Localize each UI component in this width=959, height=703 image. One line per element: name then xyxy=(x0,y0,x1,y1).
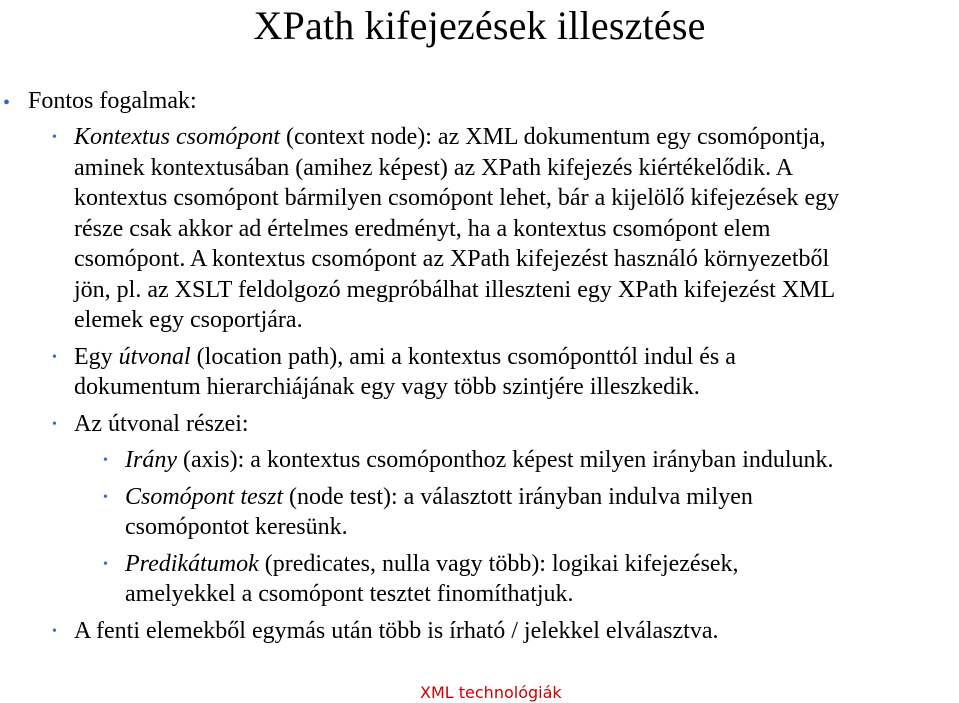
bullet-intro xyxy=(0,86,959,116)
context-node-term: Kontextus csomópont xyxy=(74,124,280,150)
bullet-dot-icon: • xyxy=(52,130,57,145)
bullet-axis xyxy=(0,445,959,476)
context-node-line-1 xyxy=(74,122,951,153)
location-path-line-1 xyxy=(74,342,951,373)
intro-text: Fontos fogalmak: xyxy=(28,88,197,114)
location-path-line1-rest: (location path), ami a kontextus csomóponttól indul és a xyxy=(190,343,736,370)
predicates-line-2: amelyekkel a csomópont tesztet finomíthatjuk. xyxy=(125,581,574,607)
bullet-dot-icon: • xyxy=(103,453,108,468)
bullet-dot-icon: • xyxy=(3,92,11,114)
bullet-predicates xyxy=(0,549,959,610)
context-node-line-5: csomópont. A kontextus csomópont az XPath kifejezést használó környezetből xyxy=(74,246,830,272)
location-path-term: útvonal xyxy=(118,343,191,370)
location-path-before: Egy xyxy=(74,343,119,370)
bullet-path-parts xyxy=(0,409,959,440)
predicates-line-1 xyxy=(125,549,951,580)
footer-label: XML technológiák xyxy=(420,683,562,702)
node-test-line1-rest: (node test): a választott irányban indulva milyen xyxy=(283,483,753,510)
node-test-term: Csomópont teszt xyxy=(125,483,284,510)
location-path-line-2: dokumentum hierarchiájának egy vagy több szintjére illeszkedik. xyxy=(74,374,700,400)
node-test-line-2: csomópontot keresünk. xyxy=(125,514,348,540)
node-test-line-1 xyxy=(125,482,951,513)
context-node-line-2: aminek kontextusában (amihez képest) az XPath kifejezés kiértékelődik. A xyxy=(74,154,794,181)
bullet-context-node xyxy=(0,122,959,336)
context-node-line-6: jön, pl. az XSLT feldolgozó megpróbálhat illeszteni egy XPath kifejezést XML xyxy=(74,276,836,303)
context-node-line-7: elemek egy csoportjára. xyxy=(74,307,303,333)
bullet-combine xyxy=(0,616,959,647)
axis-term: Irány xyxy=(125,447,177,473)
slide-content xyxy=(0,86,959,646)
axis-rest: (axis): a kontextus csomóponthoz képest milyen irányban indulunk. xyxy=(176,447,834,473)
slide-title: XPath kifejezések illesztése xyxy=(253,3,706,48)
bullet-dot-icon: • xyxy=(52,349,57,365)
axis-line-1 xyxy=(125,445,951,476)
bullet-location-path xyxy=(0,342,959,403)
bullet-dot-icon: • xyxy=(52,623,57,639)
bullet-dot-icon: • xyxy=(103,556,108,572)
context-node-line-3: kontextus csomópont bármilyen csomópont lehet, bár a kijelölő kifejezések egy xyxy=(74,185,840,211)
path-parts-text: Az útvonal részei: xyxy=(74,410,249,437)
bullet-node-test xyxy=(0,482,959,543)
predicates-term: Predikátumok xyxy=(125,550,259,577)
combine-text: A fenti elemekből egymás után több is írható / jelekkel elválasztva. xyxy=(74,617,719,644)
bullet-dot-icon: • xyxy=(103,489,108,505)
context-node-line-4: része csak akkor ad értelmes eredményt, ha a kontextus csomópont elem xyxy=(74,215,771,242)
context-node-line1-rest: (context node): az XML dokumentum egy csomópontja, xyxy=(279,124,826,150)
predicates-line1-rest: (predicates, nulla vagy több): logikai kifejezések, xyxy=(258,550,739,577)
bullet-dot-icon: • xyxy=(52,416,57,432)
